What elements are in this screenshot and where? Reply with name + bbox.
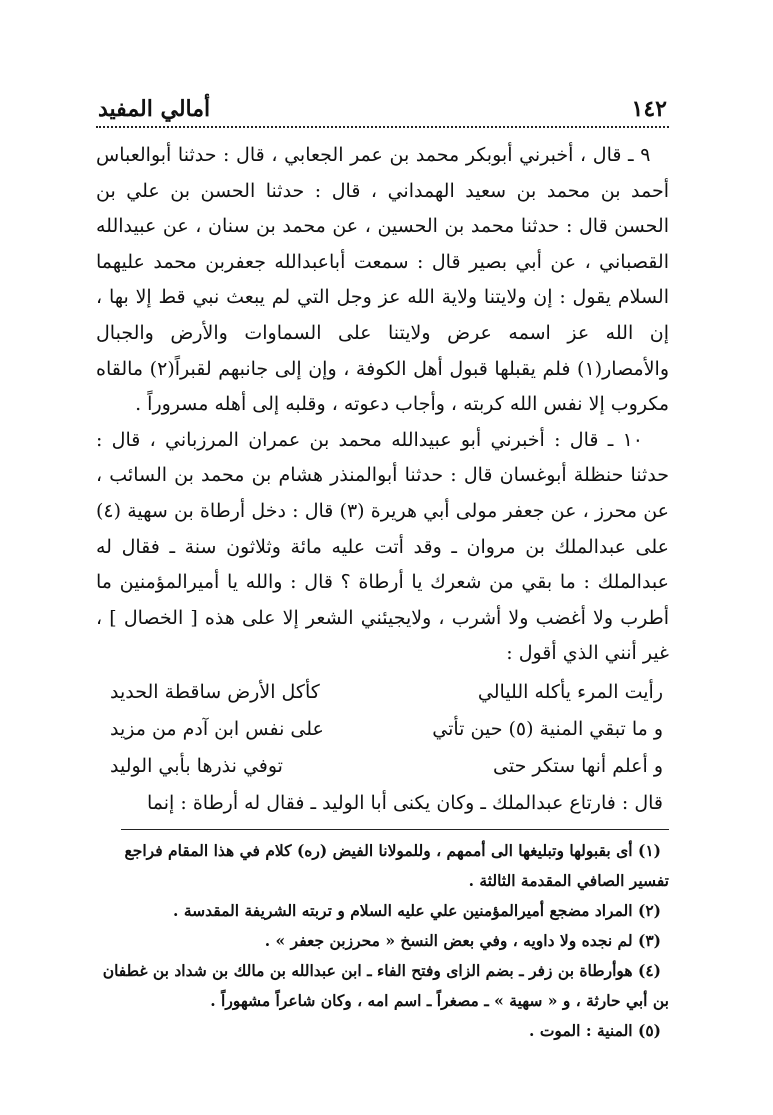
verse-first-hemistich: رأيت المرء يأكله الليالي (477, 680, 663, 703)
footnote-line: فراجع تفسير الصافي المقدمة الثالثة . (124, 840, 669, 890)
header-dotted-rule (96, 126, 669, 128)
page-number: ١٤٢ (631, 96, 667, 122)
verse-second-hemistich: توفي نذرها بأبي الوليد (110, 754, 283, 777)
poem-verse (96, 748, 669, 785)
footnote-4 (96, 956, 669, 1016)
footnote-1 (96, 836, 669, 896)
main-text (96, 138, 669, 672)
book-title: أمالي المفيد (98, 96, 211, 122)
page-header (96, 96, 669, 126)
verse-second-hemistich: على نفس ابن آدم من مزيد (110, 717, 324, 740)
text-line: ١٠ ـ قال : أخبرني أبو عبيدالله محمد بن عمران المرزباني ، قال : حدثنا (96, 428, 669, 487)
poem-verse (96, 674, 669, 711)
footnote-line: (١) أى بقبولها وتبليغها الى أممهم ، وللمولانا الفيض (ره) كلام في هذا المقام (162, 840, 661, 860)
text-line: أحمد بن محمد بن سعيد الهمداني ، قال : حدثنا الحسن بن علي بن الحسن قال : (96, 179, 670, 238)
poem (96, 674, 669, 785)
text-line: قال : سمعت أباعبدالله جعفربن محمد عليهما السلام يقول : إن ولايتنا ولاية الله عز وجل (96, 250, 669, 309)
verse-first-hemistich: و ما تبقي المنية (٥) حين تأتي (432, 717, 663, 740)
text-line: الشعر إلا على هذه [ الخصال ] ، غير أنني الذي أقول : (96, 606, 669, 665)
footnote-line: (٢) المراد مضجع أميرالمؤمنين علي عليه السلام و تربته الشريفة المقدسة . (173, 900, 661, 920)
text-line: لقبراً(٢) مالقاه مكروب إلا نفس الله كربته ، وأجاب دعوته ، وقلبه إلى أهله مسروراً . (96, 357, 669, 416)
footnote-line: (٣) لم نجده ولا داويه ، وفي بعض النسخ « محرزبن جعفر » . (264, 930, 661, 950)
footnote-2 (96, 896, 669, 926)
text-line: عن جعفر مولى أبي هريرة (٣) قال : دخل أرطاة بن سهية (٤) على عبدالملك بن (96, 499, 670, 558)
poem-verse (96, 711, 669, 748)
footnote-line: (٤) هوأرطاة بن زفر ـ بضم الزاى وفتح الفاء ـ ابن عبدالله بن مالك بن شداد بن (147, 960, 661, 980)
text-line: والأرض والجبال والأمصار(١) فلم يقبلها قبول أهل الكوفة ، وإن إلى جانبهم (96, 321, 670, 380)
footnote-5 (96, 1016, 669, 1046)
footnote-line: (٥) المنية : الموت . (529, 1020, 661, 1040)
footnotes (96, 836, 669, 1046)
text-line: يا أرطاة ؟ قال : والله يا أميرالمؤمنين ما أطرب ولا أغضب ولا أشرب ، ولايجيئني (96, 571, 669, 629)
text-line: حدثنا محمد بن الحسين ، عن محمد بن سنان ، عن عبيدالله القصباني ، عن أبي بصير (96, 215, 669, 273)
paragraph-9 (96, 138, 669, 423)
text-line: حنظلة أبوغسان قال : حدثنا أبوالمنذر هشام بن محمد بن السائب ، عن محرز ، (96, 464, 669, 522)
after-poem-line: قال : فارتاع عبدالملك ـ وكان يكنى أبا الوليد ـ فقال له أرطاة : إنما (147, 791, 663, 814)
footnote-line: غطفان بن أبي حارثة ، و « سهية » ـ مصغراً ـ اسم امه ، وكان شاعراً مشهوراً . (102, 960, 669, 1010)
text-line: ٩ ـ قال ، أخبرني أبوبكر محمد بن عمر الجعابي ، قال : حدثنا أبوالعباس (96, 144, 651, 166)
text-line: مروان ـ وقد أتت عليه مائة وثلاثون سنة ـ فقال له عبدالملك : ما بقي من شعرك (96, 535, 669, 594)
text-line: التي لم يبعث نبي قط إلا بها ، إن الله عز اسمه عرض ولايتنا على السماوات (96, 286, 669, 344)
verse-first-hemistich: و أعلم أنها ستكر حتى (493, 754, 663, 777)
footnote-rule (121, 829, 669, 830)
paragraph-10 (96, 423, 669, 672)
verse-second-hemistich: كأكل الأرض ساقطة الحديد (110, 680, 320, 703)
footnote-3 (96, 926, 669, 956)
